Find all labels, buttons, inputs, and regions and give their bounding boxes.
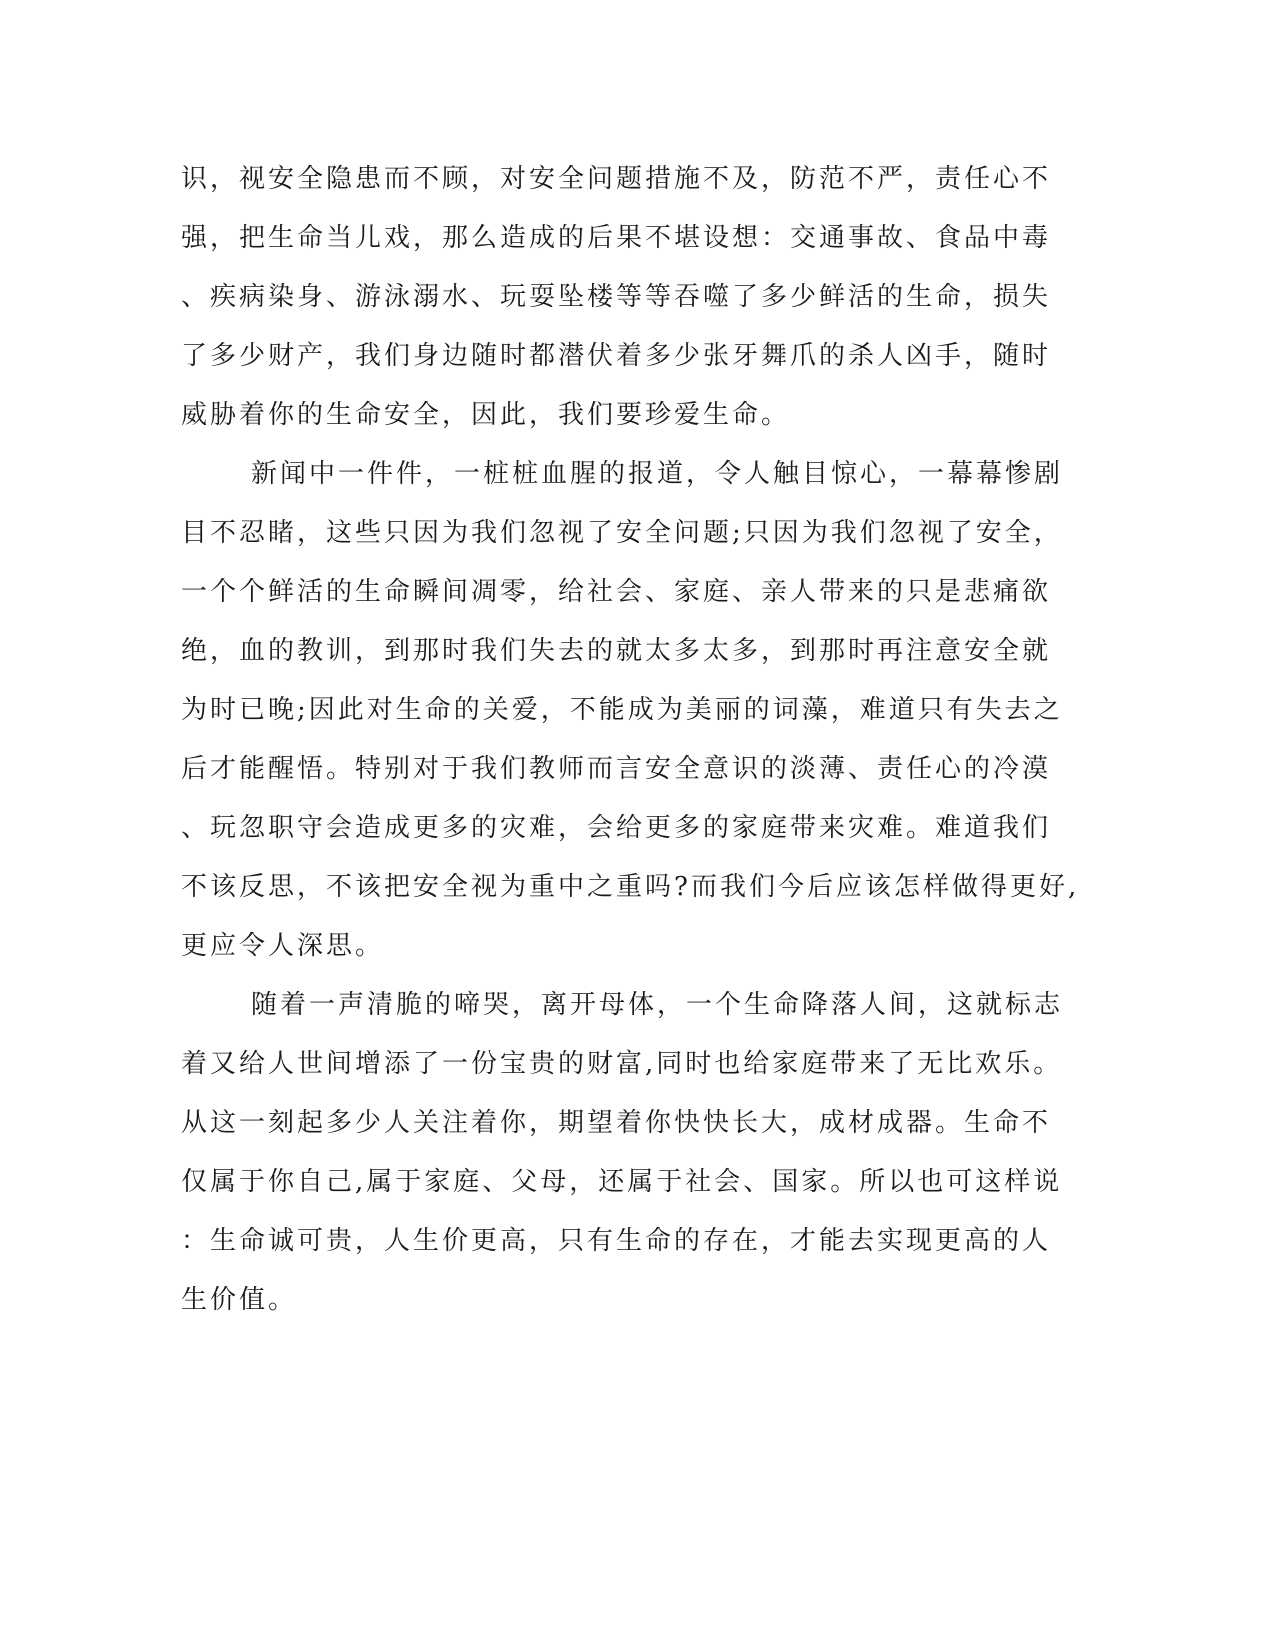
text-line: 不该反思，不该把安全视为重中之重吗?而我们今后应该怎样做得更好,	[181, 872, 1080, 902]
text-line: 强，把生命当儿戏，那么造成的后果不堪设想：交通事故、食品中毒	[181, 223, 1052, 253]
paragraph-1	[181, 150, 1061, 445]
text-line: 识，视安全隐患而不顾，对安全问题措施不及，防范不严，责任心不	[181, 164, 1052, 194]
document-body	[181, 150, 1080, 1330]
paragraph-2	[181, 445, 1080, 976]
text-line: 一个个鲜活的生命瞬间凋零，给社会、家庭、亲人带来的只是悲痛欲	[181, 577, 1052, 607]
text-line-first: 随着一声清脆的啼哭，离开母体，一个生命降落人间，这就标志	[251, 990, 1064, 1020]
text-line: 为时已晚;因此对生命的关爱，不能成为美丽的词藻，难道只有失去之	[181, 695, 1063, 725]
text-line: 威胁着你的生命安全，因此，我们要珍爱生命。	[181, 400, 791, 430]
text-line: 、疾病染身、游泳溺水、玩耍坠楼等等吞噬了多少鲜活的生命，损失	[181, 282, 1052, 312]
text-line: 了多少财产，我们身边随时都潜伏着多少张牙舞爪的杀人凶手，随时	[181, 341, 1052, 371]
text-line: 绝，血的教训，到那时我们失去的就太多太多，到那时再注意安全就	[181, 636, 1052, 666]
text-line: 仅属于你自己,属于家庭、父母，还属于社会、国家。所以也可这样说	[181, 1167, 1063, 1197]
text-line: 、玩忽职守会造成更多的灾难，会给更多的家庭带来灾难。难道我们	[181, 813, 1052, 843]
text-line: 生价值。	[181, 1285, 298, 1315]
text-line: 着又给人世间增添了一份宝贵的财富,同时也给家庭带来了无比欢乐。	[181, 1049, 1063, 1079]
text-line: 从这一刻起多少人关注着你，期望着你快快长大，成材成器。生命不	[181, 1108, 1052, 1138]
text-line: 后才能醒悟。特别对于我们教师而言安全意识的淡薄、责任心的冷漠	[181, 754, 1052, 784]
paragraph-3	[181, 976, 1064, 1330]
text-line: 更应令人深思。	[181, 931, 385, 961]
text-line-first: 新闻中一件件，一桩桩血腥的报道，令人触目惊心，一幕幕惨剧	[251, 459, 1064, 489]
text-line: ：生命诚可贵，人生价更高，只有生命的存在，才能去实现更高的人	[181, 1226, 1052, 1256]
text-line: 目不忍睹，这些只因为我们忽视了安全问题;只因为我们忽视了安全，	[181, 518, 1063, 548]
